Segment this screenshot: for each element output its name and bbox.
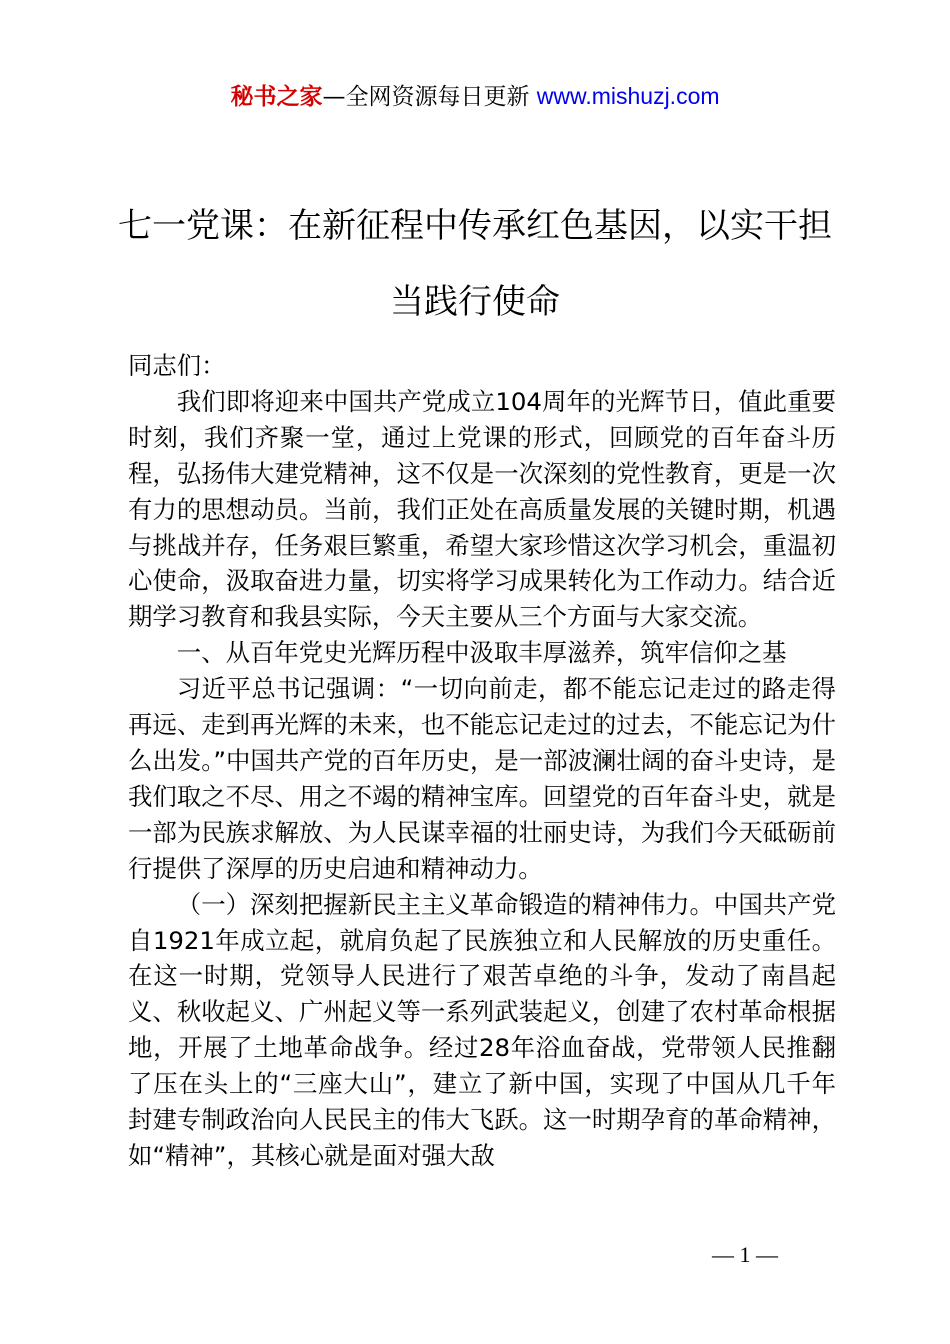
brand-name: 秘书之家 xyxy=(230,84,323,110)
paragraph-intro: 我们即将迎来中国共产党成立104周年的光辉节日，值此重要时刻，我们齐聚一堂，通过上党课的形式，回顾党的百年奋斗历程，弘扬伟大建党精神，这不仅是一次深刻的党性教育，更是一次有力的思想动员。当前，我们正处在高质量发展的关键时期，机遇与挑战并存，任务艰巨繁重，希望大家珍惜这次学习机会，重温初心使命，汲取奋进力量，切实将学习成果转化为工作动力。结合近期学习教育和我县实际，今天主要从三个方面与大家交流。 xyxy=(128,386,836,632)
site-url[interactable]: www.mishuzj.com xyxy=(536,83,720,109)
section-heading-1: 一、从百年党史光辉历程中汲取丰厚滋养，筑牢信仰之基 xyxy=(176,638,787,668)
header-tagline: —全网资源每日更新 xyxy=(322,84,537,110)
document-title: 七一党课：在新征程中传承红色基因，以实干担当践行使命 xyxy=(118,206,832,322)
site-header xyxy=(0,80,950,113)
page-number: — 1 — xyxy=(712,1242,778,1267)
salutation: 同志们： xyxy=(128,351,226,380)
document-body xyxy=(128,348,836,1174)
paragraph-quote: 习近平总书记强调：“一切向前走，都不能忘记走过的路走得再远、走到再光辉的未来，也不能忘记走过的过去，不能忘记为什么出发。”中国共产党的百年历史，是一部波澜壮阔的奋斗史诗，是我们取之不尽、用之不竭的精神宝库。回望党的百年奋斗史，就是一部为民族求解放、为人民谋幸福的壮丽史诗，为我们今天砥砺前行提供了深厚的历史启迪和精神动力。 xyxy=(128,674,836,883)
paragraph-subsection-1: （一）深刻把握新民主主义革命锻造的精神伟力。中国共产党自1921年成立起，就肩负起了民族独立和人民解放的历史重任。在这一时期，党领导人民进行了艰苦卓绝的斗争，发动了南昌起义、秋收起义、广州起义等一系列武装起义，创建了农村革命根据地，开展了土地革命战争。经过28年浴血奋战，党带领人民推翻了压在头上的“三座大山”，建立了新中国，实现了中国从几千年封建专制政治向人民民主的伟大飞跃。这一时期孕育的革命精神，如“精神”，其核心就是面对强大敌 xyxy=(128,889,836,1170)
